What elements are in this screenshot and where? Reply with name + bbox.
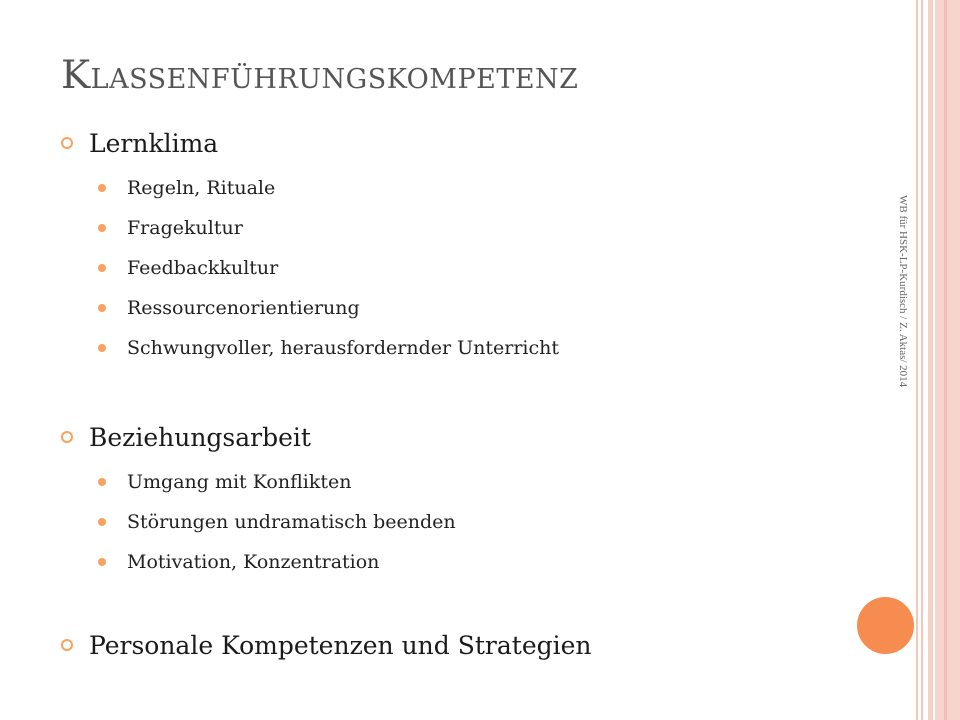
ring-bullet-icon — [61, 137, 73, 149]
dot-bullet-icon — [98, 478, 106, 486]
dot-bullet-icon — [98, 264, 106, 272]
decorative-circle — [857, 597, 914, 654]
ring-bullet-icon — [61, 639, 73, 651]
side-note-text: WB für HSK-LP-Kurdisch / Z. Aktas/ 2014 — [897, 195, 909, 388]
border-stripe — [928, 0, 933, 720]
section-heading: Beziehungsarbeit — [89, 423, 311, 452]
section-beziehungsarbeit — [60, 423, 311, 453]
border-stripe — [944, 0, 947, 720]
border-stripe — [921, 0, 923, 720]
slide: Klassenführungskompetenz WB für HSK-LP-Kurdisch / Z. Aktas/ 2014 Lernklima Regeln, Rituale Fragekultur Feedbackkultur Ressourcenorientierung Schwungvoller, herausfordernder Unterricht Beziehungsarbeit Umgang mit Konflikten Störungen undramatisch beenden Motivation, Konzentration Personale Kompetenzen und Strategien — [0, 0, 960, 720]
slide-title: Klassenführungskompetenz — [61, 53, 579, 98]
dot-bullet-icon — [98, 224, 106, 232]
border-stripe — [935, 0, 960, 720]
section-lernklima — [60, 129, 218, 159]
dot-bullet-icon — [98, 518, 106, 526]
ring-bullet-icon — [61, 431, 73, 443]
section-heading: Personale Kompetenzen und Strategien — [89, 631, 592, 660]
border-stripe — [916, 0, 918, 720]
dot-bullet-icon — [98, 184, 106, 192]
dot-bullet-icon — [98, 344, 106, 352]
side-note — [893, 195, 911, 515]
dot-bullet-icon — [98, 304, 106, 312]
section-heading: Lernklima — [89, 129, 219, 158]
section-personale-kompetenzen — [60, 631, 592, 661]
dot-bullet-icon — [98, 558, 106, 566]
